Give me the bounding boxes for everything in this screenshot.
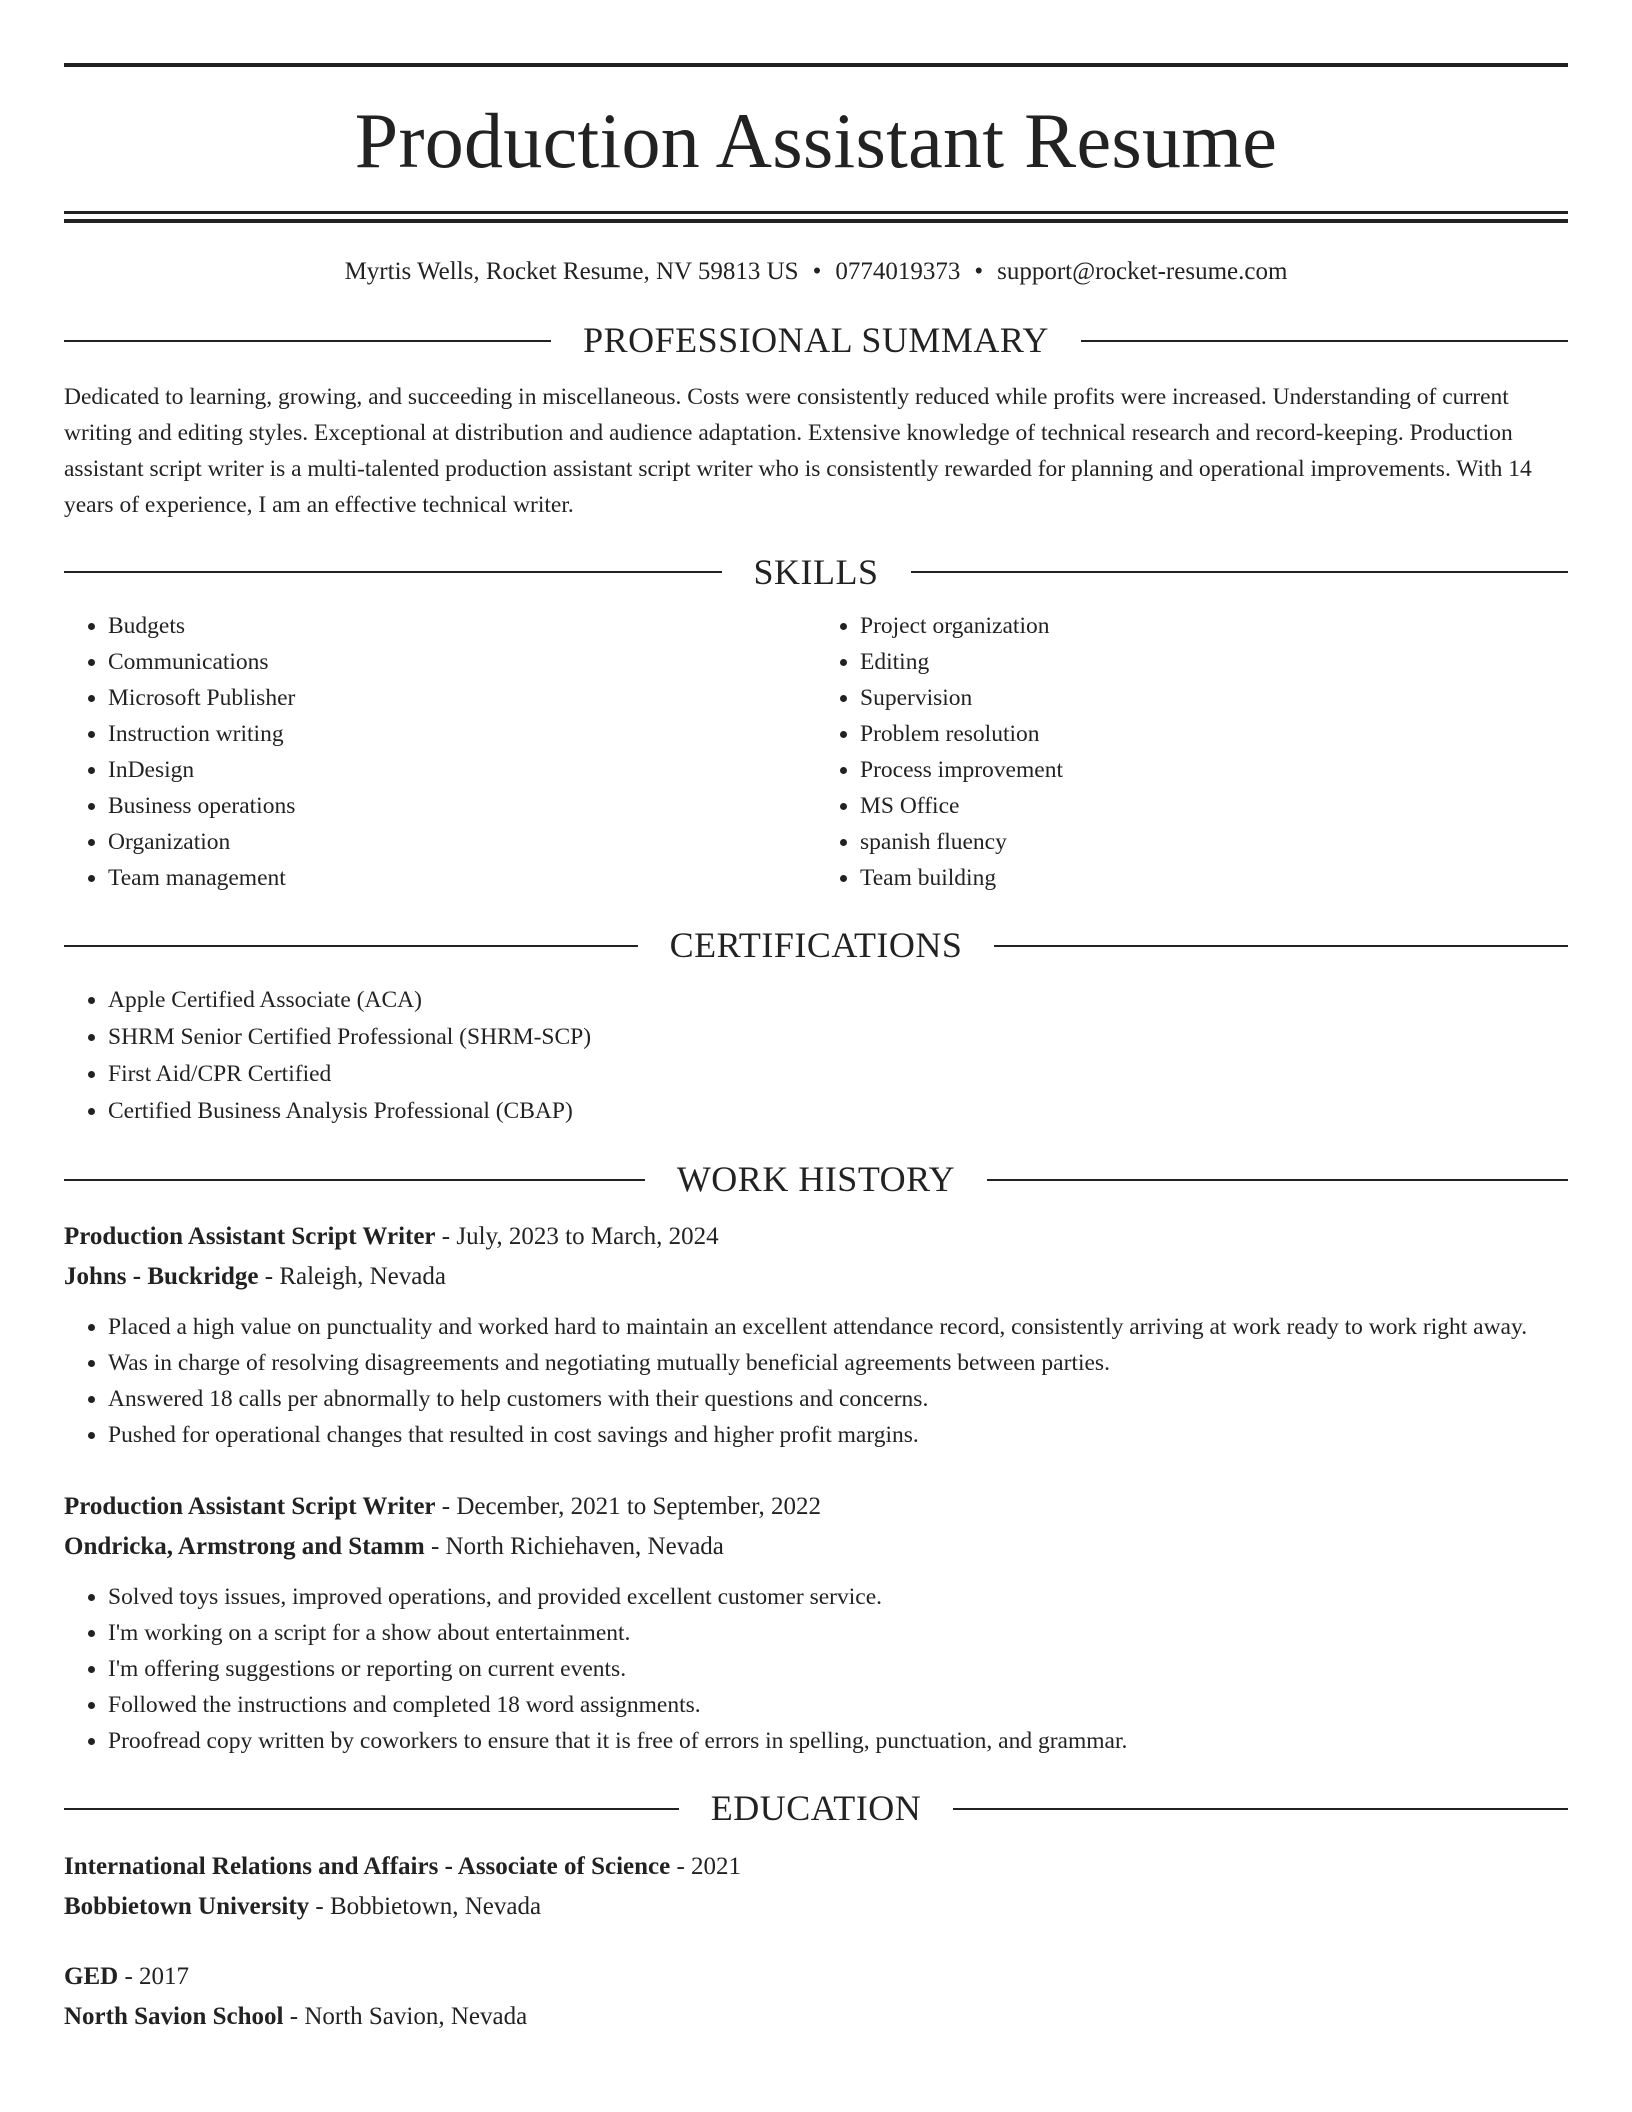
work-history-section-heading bbox=[64, 1160, 1568, 1200]
skill-item: • Team management bbox=[108, 860, 816, 896]
skill-item: • Instruction writing bbox=[108, 716, 816, 752]
job-company-line: Johns - Buckridge - Raleigh, Nevada bbox=[64, 1263, 446, 1291]
skill-item: • Business operations bbox=[108, 788, 816, 824]
job-company: Johns - Buckridge bbox=[64, 1263, 259, 1291]
education-school: North Savion School bbox=[64, 2002, 284, 2030]
skill-item: • Supervision bbox=[860, 680, 1568, 716]
skills-grid bbox=[64, 608, 1568, 896]
skill-item: • Editing bbox=[860, 644, 1568, 680]
contact-separator: • bbox=[812, 258, 822, 285]
job-title-line: Production Assistant Script Writer - December, 2021 to September, 2022 bbox=[64, 1493, 821, 1521]
skill-item: • spanish fluency bbox=[860, 824, 1568, 860]
job-bullet: • Proofread copy written by coworkers to ensure that it is free of errors in spelling, punctuation, and grammar. bbox=[108, 1723, 1568, 1759]
education-entry bbox=[64, 1957, 1568, 2037]
skills-list-right bbox=[816, 608, 1568, 896]
skill-item: • Team building bbox=[860, 860, 1568, 896]
certification-item: • Certified Business Analysis Professional (CBAP) bbox=[108, 1093, 1568, 1130]
title-double-divider bbox=[64, 211, 1568, 223]
certification-item: • First Aid/CPR Certified bbox=[108, 1056, 1568, 1093]
skills-list-left bbox=[64, 608, 816, 896]
job-bullet: • I'm offering suggestions or reporting on current events. bbox=[108, 1651, 1568, 1687]
job-bullet: • Answered 18 calls per abnormally to help customers with their questions and concerns. bbox=[108, 1381, 1568, 1417]
education-year: 2021 bbox=[691, 1852, 742, 1880]
education-school-line: North Savion School - North Savion, Nevada bbox=[64, 2002, 528, 2030]
summary-text: Dedicated to learning, growing, and succeeding in miscellaneous. Costs were consistently reduced while profits were increased. Understanding of current writing and editing styles. Exceptional at distribution and audience adaptation. Extensive knowledge of technical research and record-keeping. Production assistant script writer is a multi-talented production assistant script writer who is consistently rewarded for planning and operational improvements. With 14 years of experience, I am an effective technical writer. bbox=[64, 383, 1532, 518]
education-degree-line: International Relations and Affairs - Associate of Science - 2021 bbox=[64, 1852, 742, 1880]
skills-heading-label: SKILLS bbox=[753, 551, 879, 592]
job-bullet: • Was in charge of resolving disagreements and negotiating mutually beneficial agreements between parties. bbox=[108, 1345, 1568, 1381]
skills-section-heading bbox=[64, 553, 1568, 593]
contact-line bbox=[64, 257, 1568, 287]
certification-item: • SHRM Senior Certified Professional (SHRM-SCP) bbox=[108, 1019, 1568, 1056]
skill-item: • Problem resolution bbox=[860, 716, 1568, 752]
education-degree: International Relations and Affairs - Associate of Science bbox=[64, 1852, 671, 1880]
education-section-heading bbox=[64, 1789, 1568, 1829]
job-dates: July, 2023 to March, 2024 bbox=[456, 1223, 719, 1251]
skill-item: • Project organization bbox=[860, 608, 1568, 644]
heading-rule-left bbox=[64, 340, 551, 342]
job-title-line: Production Assistant Script Writer - July, 2023 to March, 2024 bbox=[64, 1223, 719, 1251]
education-school: Bobbietown University bbox=[64, 1892, 310, 1920]
resume-page bbox=[64, 0, 1568, 2037]
contact-email: support@rocket-resume.com bbox=[997, 258, 1288, 285]
job-title: Production Assistant Script Writer bbox=[64, 1223, 436, 1251]
education-school-line: Bobbietown University - Bobbietown, Nevada bbox=[64, 1892, 542, 1920]
contact-phone: 0774019373 bbox=[835, 258, 961, 285]
job-bullets bbox=[64, 1579, 1568, 1759]
job-location: North Richiehaven, Nevada bbox=[445, 1533, 724, 1561]
job-company: Ondricka, Armstrong and Stamm bbox=[64, 1533, 425, 1561]
job-bullet: • Followed the instructions and completed 18 word assignments. bbox=[108, 1687, 1568, 1723]
education-heading-label: EDUCATION bbox=[710, 1788, 922, 1829]
certification-item: • Apple Certified Associate (ACA) bbox=[108, 982, 1568, 1019]
job-bullet: • Solved toys issues, improved operations, and provided excellent customer service. bbox=[108, 1579, 1568, 1615]
heading-rule-right bbox=[1081, 340, 1568, 342]
heading-rule-left bbox=[64, 571, 722, 573]
job-bullet: • Pushed for operational changes that resulted in cost savings and higher profit margins. bbox=[108, 1417, 1568, 1453]
heading-rule-right bbox=[911, 571, 1569, 573]
skill-item: • Communications bbox=[108, 644, 816, 680]
heading-rule-right bbox=[953, 1808, 1568, 1810]
job-bullet: • Placed a high value on punctuality and worked hard to maintain an excellent attendance record, consistently arriving at work ready to work right away. bbox=[108, 1309, 1568, 1345]
top-divider bbox=[64, 63, 1568, 67]
education-location: Bobbietown, Nevada bbox=[329, 1892, 542, 1920]
contact-separator: • bbox=[974, 258, 984, 285]
certifications-section-heading bbox=[64, 926, 1568, 966]
summary-heading-label: PROFESSIONAL SUMMARY bbox=[583, 320, 1049, 360]
education-location: North Savion, Nevada bbox=[304, 2002, 528, 2030]
job-bullet: • I'm working on a script for a show about entertainment. bbox=[108, 1615, 1568, 1651]
skill-item: • Budgets bbox=[108, 608, 816, 644]
skill-item: • InDesign bbox=[108, 752, 816, 788]
job-location: Raleigh, Nevada bbox=[279, 1263, 446, 1291]
page-title: Production Assistant Resume bbox=[354, 97, 1278, 184]
heading-rule-right bbox=[987, 1179, 1568, 1181]
heading-rule-left bbox=[64, 1179, 645, 1181]
job-dates: December, 2021 to September, 2022 bbox=[456, 1493, 821, 1521]
job-title: Production Assistant Script Writer bbox=[64, 1493, 436, 1521]
job-entry bbox=[64, 1487, 1568, 1759]
job-company-line: Ondricka, Armstrong and Stamm - North Richiehaven, Nevada bbox=[64, 1533, 724, 1561]
education-degree-line: GED - 2017 bbox=[64, 1962, 190, 1990]
job-entry bbox=[64, 1217, 1568, 1453]
heading-rule-left bbox=[64, 945, 638, 947]
education-year: 2017 bbox=[139, 1962, 190, 1990]
certifications-list bbox=[64, 982, 1568, 1130]
work-history-heading-label: WORK HISTORY bbox=[676, 1158, 956, 1199]
contact-address: Myrtis Wells, Rocket Resume, NV 59813 US bbox=[344, 258, 799, 285]
summary-section-heading bbox=[64, 321, 1568, 361]
skill-item: • Process improvement bbox=[860, 752, 1568, 788]
skill-item: • Microsoft Publisher bbox=[108, 680, 816, 716]
certifications-heading-label: CERTIFICATIONS bbox=[669, 925, 963, 966]
heading-rule-left bbox=[64, 1808, 679, 1810]
skill-item: • MS Office bbox=[860, 788, 1568, 824]
job-bullets bbox=[64, 1309, 1568, 1453]
skill-item: • Organization bbox=[108, 824, 816, 860]
education-degree: GED bbox=[64, 1962, 119, 1990]
heading-rule-right bbox=[994, 945, 1568, 947]
education-entry bbox=[64, 1847, 1568, 1927]
